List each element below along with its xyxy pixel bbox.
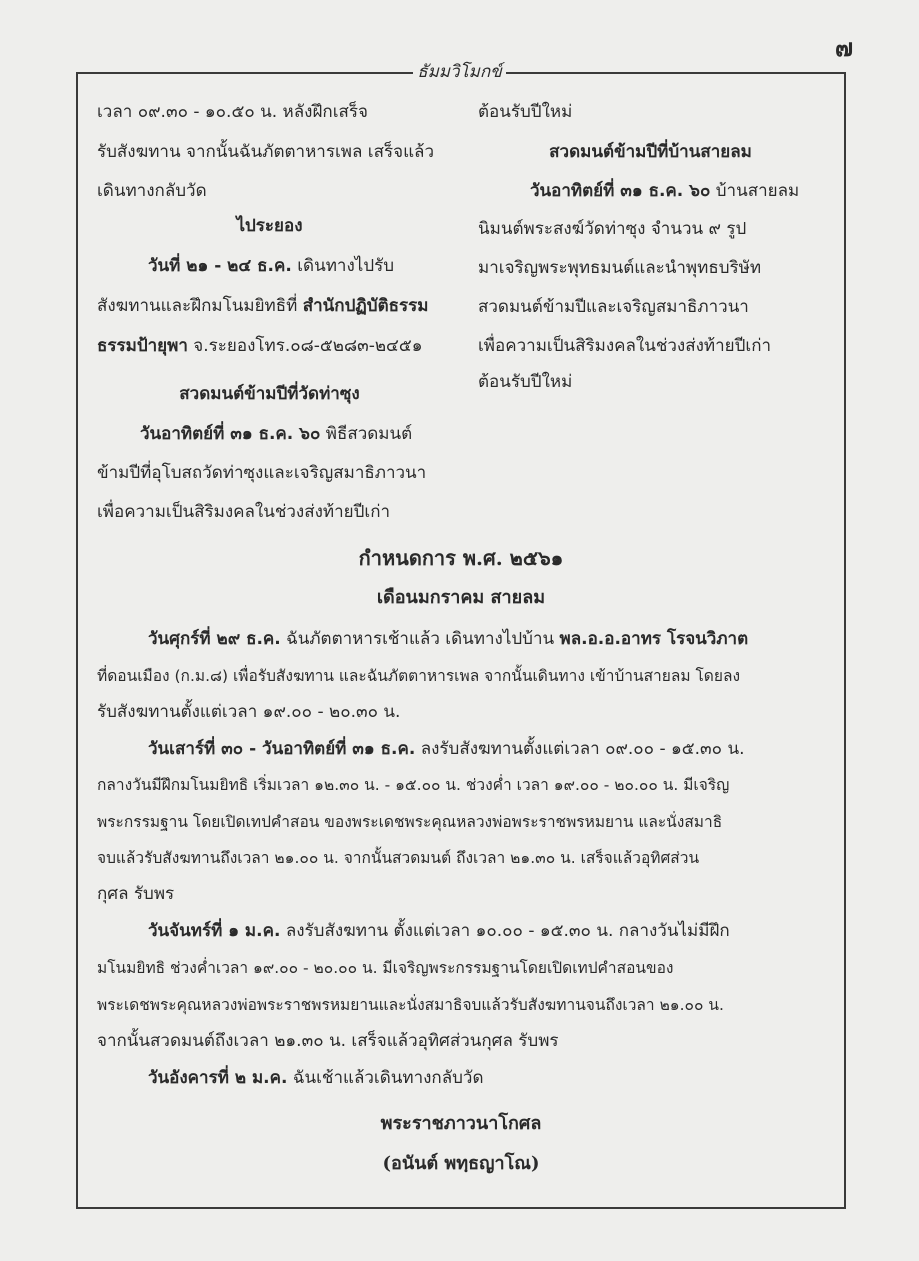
heading-thachung: สวดมนต์ข้ามปีที่วัดท่าซุง xyxy=(179,384,360,404)
p2-line-2: กลางวันมีฝึกมโนมยิทธิ เริ่มเวลา ๑๒.๓๐ น. - ๑๕.๐๐ น. ช่วงค่ำ เวลา ๑๙.๐๐ - ๒๐.๐๐ น. มีเจริญ xyxy=(97,776,730,794)
p3-line-1-text: ลงรับสังฆทาน ตั้งแต่เวลา ๑๐.๐๐ - ๑๕.๓๐ น. กลางวันไม่มีฝึก xyxy=(280,921,730,941)
p1-line-2: ที่ดอนเมือง (ก.ม.๘) เพื่อรับสังฆทาน และฉันภัตตาหารเพล จากนั้นเดินทาง เข้าบ้านสายลม โดยลง xyxy=(97,667,741,685)
left-line-3: เดินทางกลับวัด xyxy=(97,181,207,201)
p2-line-4: จบแล้วรับสังฆทานถึงเวลา ๒๑.๐๐ น. จากนั้นสวดมนต์ ถึงเวลา ๒๑.๓๐ น. เสร็จแล้วอุทิศส่วน xyxy=(97,849,700,867)
thachung-line-1 xyxy=(140,424,412,444)
rayong-line-2-text: สังฆทานและฝึกมโนมยิทธิที่ xyxy=(97,296,303,316)
p2-date: วันเสาร์ที่ ๓๐ - วันอาทิตย์ที่ ๓๑ ธ.ค. xyxy=(148,739,416,759)
right-line-1: ต้อนรับปีใหม่ xyxy=(478,102,573,122)
sailom-line-1 xyxy=(530,181,799,201)
p4-line-1 xyxy=(148,1068,484,1088)
p2-line-1-text: ลงรับสังฆทานตั้งแต่เวลา ๐๙.๐๐ - ๑๕.๓๐ น. xyxy=(415,739,745,759)
p3-line-1 xyxy=(148,921,730,941)
schedule-subtitle: เดือนมกราคม สายลม xyxy=(376,587,546,608)
sailom-line-4: สวดมนต์ข้ามปีและเจริญสมาธิภาวนา xyxy=(478,297,749,317)
rayong-place-name: ธรรมป้ายุพา xyxy=(97,336,188,356)
p3-line-2: มโนมยิทธิ ช่วงค่ำเวลา ๑๙.๐๐ - ๒๐.๐๐ น. มีเจริญพระกรรมฐานโดยเปิดเทปคำสอนของ xyxy=(97,959,674,977)
rayong-phone: จ.ระยองโทร.๐๘-๕๒๘๓-๒๔๕๑ xyxy=(187,336,423,356)
page-number: ๗ xyxy=(834,33,853,62)
p1-line-3: รับสังฆทานตั้งแต่เวลา ๑๙.๐๐ - ๒๐.๓๐ น. xyxy=(97,702,401,722)
left-line-1: เวลา ๐๙.๓๐ - ๑๐.๕๐ น. หลังฝึกเสร็จ xyxy=(97,102,368,122)
sailom-line-2: นิมนต์พระสงฆ์วัดท่าซุง จำนวน ๙ รูป xyxy=(478,219,747,239)
p1-date: วันศุกร์ที่ ๒๙ ธ.ค. xyxy=(148,629,281,649)
thachung-line-1-text: พิธีสวดมนต์ xyxy=(320,424,413,444)
p1-line-1-text: ฉันภัตตาหารเช้าแล้ว เดินทางไปบ้าน xyxy=(280,629,560,649)
p3-line-3: พระเดชพระคุณหลวงพ่อพระราชพรหมยานและนั่งสมาธิจบแล้วรับสังฆทานจนถึงเวลา ๒๑.๐๐ น. xyxy=(97,996,724,1014)
rayong-line-2 xyxy=(97,296,428,316)
rayong-line-3 xyxy=(97,336,423,356)
p2-line-1 xyxy=(148,739,744,759)
sailom-line-1-text: บ้านสายลม xyxy=(710,181,800,201)
p4-date: วันอังคารที่ ๒ ม.ค. xyxy=(148,1068,288,1088)
rayong-line-1 xyxy=(148,256,394,276)
p3-date: วันจันทร์ที่ ๑ ม.ค. xyxy=(148,921,281,941)
sailom-line-3: มาเจริญพระพุทธมนต์และนำพุทธบริษัท xyxy=(478,258,762,278)
p1-line-1 xyxy=(148,629,748,649)
heading-rayong: ไประยอง xyxy=(236,216,303,236)
rayong-place: สำนักปฏิบัติธรรม xyxy=(302,296,429,316)
signature-name: พระราชภาวนาโกศล xyxy=(380,1113,542,1134)
sailom-date: วันอาทิตย์ที่ ๓๑ ธ.ค. ๖๐ xyxy=(530,181,711,201)
p2-line-3: พระกรรมฐาน โดยเปิดเทปคำสอน ของพระเดชพระคุณหลวงพ่อพระราชพรหมยาน และนั่งสมาธิ xyxy=(97,813,723,831)
thachung-date: วันอาทิตย์ที่ ๓๑ ธ.ค. ๖๐ xyxy=(140,424,321,444)
sailom-line-5: เพื่อความเป็นสิริมงคลในช่วงส่งท้ายปีเก่า xyxy=(478,336,772,356)
magazine-header-text: ธัมมวิโมกข์ xyxy=(413,62,506,82)
p2-line-5: กุศล รับพร xyxy=(97,884,175,904)
sailom-line-6: ต้อนรับปีใหม่ xyxy=(478,372,573,392)
thachung-line-3: เพื่อความเป็นสิริมงคลในช่วงส่งท้ายปีเก่า xyxy=(97,502,391,522)
rayong-line-1-text: เดินทางไปรับ xyxy=(291,256,395,276)
left-line-2: รับสังฆทาน จากนั้นฉันภัตตาหารเพล เสร็จแล้ว xyxy=(97,142,434,162)
heading-sailom: สวดมนต์ข้ามปีที่บ้านสายลม xyxy=(549,142,752,162)
schedule-title: กำหนดการ พ.ศ. ๒๕๖๑ xyxy=(358,546,564,570)
thachung-line-2: ข้ามปีที่อุโบสถวัดท่าซุงและเจริญสมาธิภาวนา xyxy=(97,463,427,483)
rayong-date: วันที่ ๒๑ - ๒๔ ธ.ค. xyxy=(148,256,292,276)
magazine-header xyxy=(0,58,919,85)
p4-line-1-text: ฉันเช้าแล้วเดินทางกลับวัด xyxy=(287,1068,484,1088)
signature-alias: (อนันต์ พทฺธญาโณ) xyxy=(382,1153,540,1174)
p3-line-4: จากนั้นสวดมนต์ถึงเวลา ๒๑.๓๐ น. เสร็จแล้วอุทิศส่วนกุศล รับพร xyxy=(97,1031,559,1051)
p1-host: พล.อ.อ.อาทร โรจนวิภาต xyxy=(559,629,749,649)
